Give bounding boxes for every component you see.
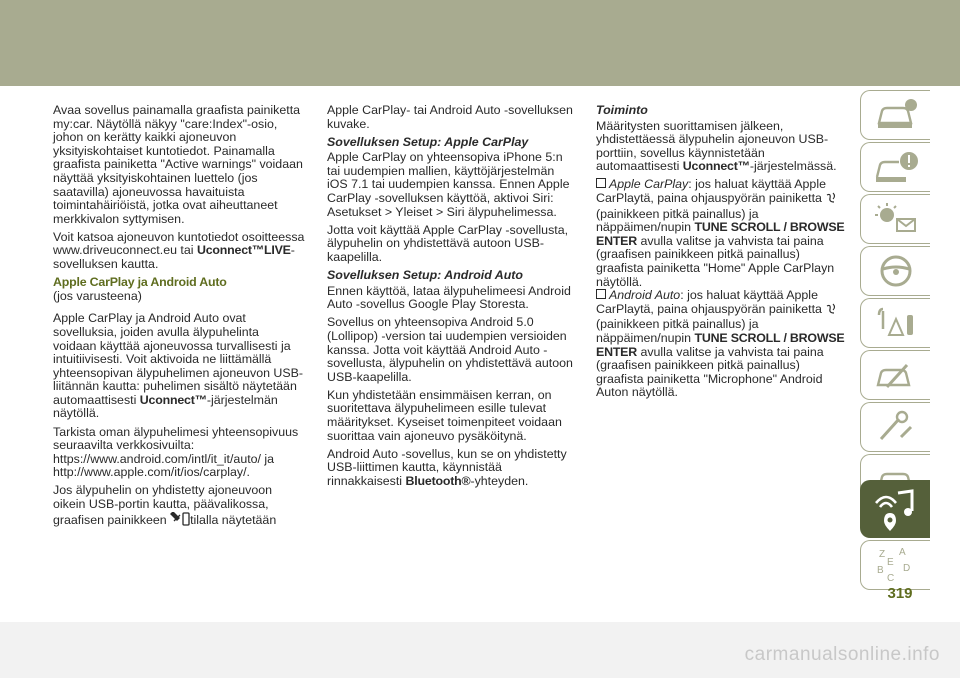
column-1 — [53, 104, 305, 534]
column-2 — [327, 104, 577, 493]
bullet-box-icon — [596, 289, 606, 299]
section-heading: Apple CarPlay ja Android Auto — [53, 275, 227, 290]
bullet-item: Apple CarPlay: jos haluat käyttää Apple CarPlaytä, paina ohjauspyörän painiketta (painikkeen pitkä painallus) ja näppäimen/nupin TUNE SCROLL / BROWSE ENTER avulla valitse ja vahvista tai paina (graafisen painikkeen pitkä painallus) graafista painiketta "Home" Apple CarPlayn näytöllä. — [596, 177, 845, 289]
section-subheading: (jos varusteena) — [53, 288, 142, 303]
paragraph: Sovellus on yhteensopiva Android 5.0 (Lollipop) -version tai uudempien versioiden kanssa. Jotta voit käyttää Android Auto -sovellusta, älypuhelin on yhdistettävä autoon USB-kaapelilla. — [327, 315, 573, 384]
page-number: 319 — [887, 585, 913, 602]
tab-driving[interactable] — [860, 246, 930, 296]
paragraph: Tarkista oman älypuhelimesi yhteensopivuus seuraavilta verkkosivuilta: https://www.android.com/intl/it_it/auto/ ja http://www.apple.com/it/ios/carplay/. — [53, 424, 299, 480]
paragraph: Kun yhdistetään ensimmäisen kerran, on suoritettava älypuhelimeen esille tulevat määritykset. Kyseiset toimenpiteet voidaan suorittaa vain ajoneuvo pysäköitynä. — [327, 387, 562, 443]
column-3 — [596, 104, 846, 404]
section-heading: Sovelluksen Setup: Apple CarPlay — [327, 134, 529, 149]
section-heading: Toiminto — [596, 103, 648, 117]
paragraph: Jotta voit käyttää Apple CarPlay -sovellusta, älypuhelin on yhdistettävä autoon USB-kaapelilla. — [327, 222, 569, 264]
bullet-item: Android Auto: jos haluat käyttää Apple CarPlaytä, paina ohjauspyörän painiketta (painikkeen pitkä painallus) ja näppäimen/nupin TUNE SCROLL / BROWSE ENTER avulla valitse ja vahvista tai paina (graafisen painikkeen pitkä painallus) graafista painiketta "Microphone" Android Auton näytöllä. — [596, 288, 845, 400]
paragraph: Apple CarPlay- tai Android Auto -sovelluksen kuvake. — [327, 103, 573, 131]
svg-text:Z: Z — [878, 549, 885, 560]
watermark: carmanualsonline.info — [744, 644, 940, 665]
tab-index[interactable] — [860, 540, 930, 590]
svg-text:B: B — [876, 565, 884, 576]
smartphone-connect-icon — [170, 512, 190, 530]
car-info-icon — [873, 97, 919, 133]
index-icon — [873, 545, 919, 585]
svg-text:E: E — [886, 557, 894, 568]
paragraph: Avaa sovellus painamalla graafista painiketta my:car. Näytöllä näkyy "care:Index"-osio, johon on kerätty kaikki ajoneuvon yksityiskohtaiset kuntotiedot. Painamalla graafista painiketta "Active warnings" voidaan näyttää yksityiskohtainen luettelo (jos saatavilla) ajoneuvossa havaituista toimintahäiriöistä, jotka ovat aiheuttaneet merkkivalon syttymisen. — [53, 103, 303, 226]
footer-band — [0, 622, 960, 678]
svg-text:C: C — [886, 573, 894, 584]
voice-button-icon — [825, 192, 837, 208]
paragraph: Android Auto -sovellus, kun se on yhdistetty USB-liittimen kautta, käynnistää rinnakkaisesti Bluetooth®-yhteyden. — [327, 446, 567, 488]
paragraph: Ennen käyttöä, lataa älypuhelimeesi Android Auto -sovellus Google Play Storesta. — [327, 283, 571, 312]
multimedia-icon — [872, 487, 920, 531]
tab-emergency[interactable] — [860, 350, 930, 400]
bullet-box-icon — [596, 178, 606, 188]
car-wrench-icon — [873, 357, 919, 393]
paragraph: Apple CarPlay on yhteensopiva iPhone 5:n tai uudempien mallien, käyttöjärjestelmän iOS 7.1 tai uudempien kanssa. Ennen Apple CarPlay -sovelluksen käyttöä, aktivoi Siri: Asetukset > Yleiset > Siri älypuhelimessa. — [327, 150, 570, 219]
tab-multimedia[interactable] — [860, 480, 930, 538]
voice-button-icon — [825, 303, 837, 319]
section-heading: Sovelluksen Setup: Android Auto — [327, 268, 523, 283]
steering-wheel-icon — [873, 253, 919, 289]
tab-maintenance[interactable] — [860, 402, 930, 452]
tab-lights-messages[interactable] — [860, 194, 930, 244]
tab-car-alert[interactable] — [860, 142, 930, 192]
tab-car-info[interactable] — [860, 90, 930, 140]
tools-icon — [873, 409, 919, 445]
svg-text:D: D — [902, 563, 910, 574]
tab-safety[interactable] — [860, 298, 930, 348]
paragraph: Voit katsoa ajoneuvon kuntotiedot osoitteessa www.driveuconnect.eu tai Uconnect™LIVE-sovelluksen kautta. — [53, 229, 305, 272]
lights-message-icon — [873, 201, 919, 237]
warning-car-icon — [873, 305, 919, 341]
paragraph: Jos älypuhelin on yhdistetty ajoneuvoon oikein USB-portin kautta, päävalikossa, graafisen painikkeen tilalla näytetään — [53, 484, 305, 529]
top-band — [0, 0, 960, 86]
paragraph: Apple CarPlay ja Android Auto ovat sovelluksia, joiden avulla älypuhelinta voidaan käyttää ajoneuvossa turvallisesti ja intuitiivisesti. Voit aktivoida ne liittämällä yhteensopivan älypuhelimen ajoneuvon USB-liitännän kautta: puhelimen sisältö näytetään automaattisesti Uconnect™-järjestelmän näytöllä. — [53, 311, 304, 421]
car-alert-icon — [873, 149, 919, 185]
paragraph: Määritysten suorittamisen jälkeen, yhdistettäessä älypuhelin ajoneuvon USB-porttiin, sovellus käynnistetään automaattisesti Uconnect™-järjestelmässä. — [596, 118, 837, 174]
svg-text:A: A — [898, 547, 906, 558]
